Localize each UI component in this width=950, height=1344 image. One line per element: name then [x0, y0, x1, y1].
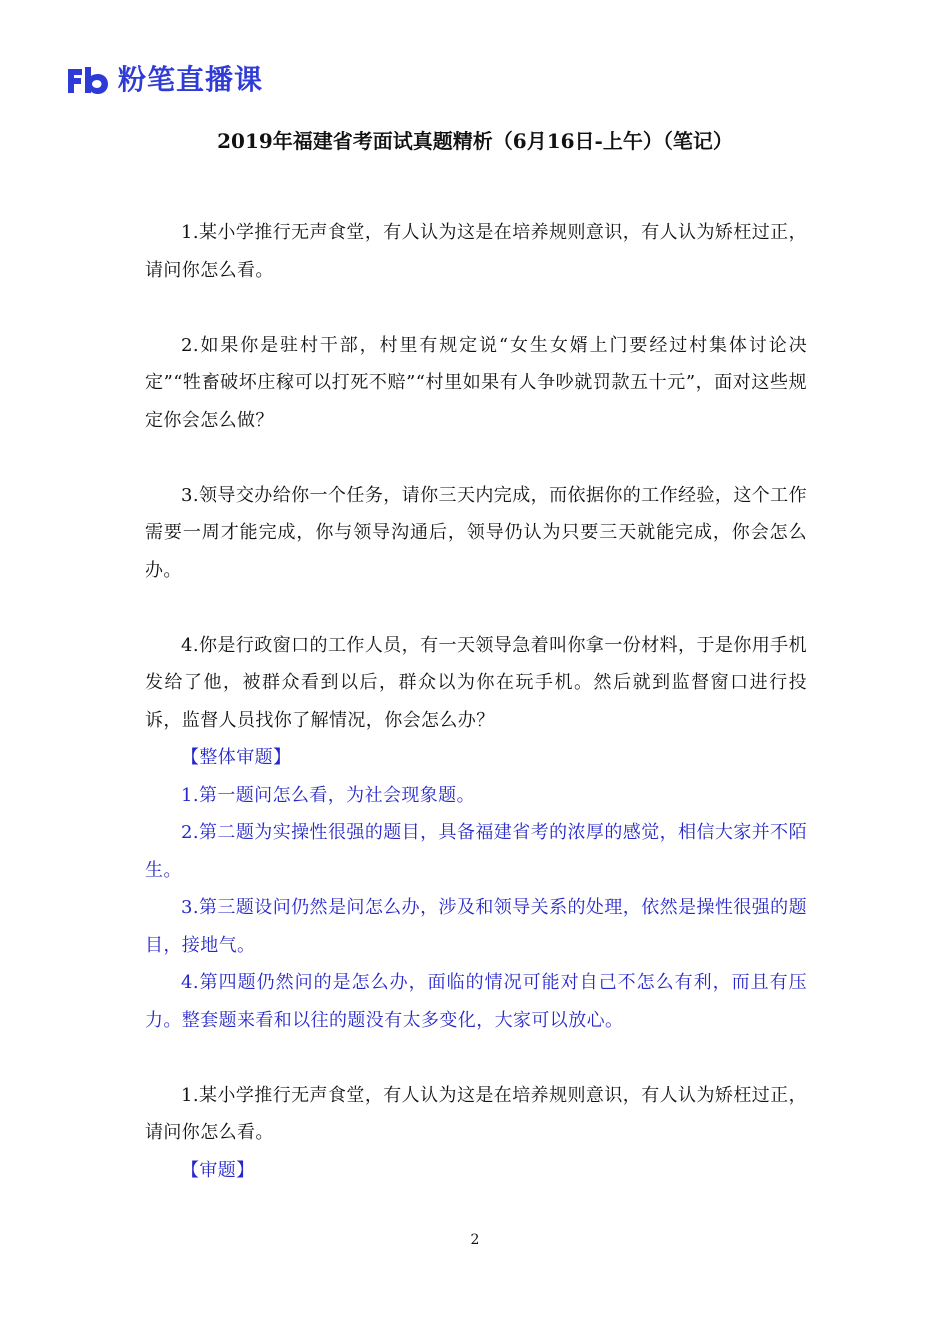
- question-4: 4.你是行政窗口的工作人员，有一天领导急着叫你拿一份材料，于是你用手机发给了他，被群众看到以后，群众以为你在玩手机。然后就到监督窗口进行投诉，监督人员找你了解情况，你会怎么办？: [145, 634, 807, 731]
- spacer: [145, 589, 807, 627]
- spacer: [145, 289, 807, 327]
- question-1-repeat: 1.某小学推行无声食堂，有人认为这是在培养规则意识，有人认为矫枉过正，请问你怎么看。: [145, 1084, 807, 1143]
- question-2: 2.如果你是驻村干部，村里有规定说“女生女婿上门要经过村集体讨论决定”“牲畜破坏庄稼可以打死不赔”“村里如果有人争吵就罚款五十元”，面对这些规定你会怎么做？: [145, 334, 807, 431]
- brand-logo: [66, 60, 263, 100]
- overall-review-heading: 【整体审题】: [181, 747, 292, 768]
- question-1: 1.某小学推行无声食堂，有人认为这是在培养规则意识，有人认为矫枉过正，请问你怎么看。: [145, 222, 807, 281]
- document-body: [145, 214, 807, 1189]
- spacer: [145, 439, 807, 477]
- question-3: 3.领导交办给你一个任务，请你三天内完成，而依据你的工作经验，这个工作需要一周才能完成，你与领导沟通后，领导仍认为只要三天就能完成，你会怎么办。: [145, 484, 807, 581]
- fenbi-logo-icon: [66, 65, 112, 95]
- overall-point-2: 2.第二题为实操性很强的题目，具备福建省考的浓厚的感觉，相信大家并不陌生。: [145, 822, 807, 881]
- spacer: [145, 1039, 807, 1077]
- document-title: 2019年福建省考面试真题精析（6月16日-上午）（笔记）: [217, 129, 733, 153]
- brand-name: 粉笔直播课: [118, 63, 264, 96]
- overall-point-3: 3.第三题设问仍然是问怎么办，涉及和领导关系的处理，依然是操性很强的题目，接地气。: [145, 897, 807, 956]
- page-number: 2: [470, 1232, 480, 1248]
- review-heading: 【审题】: [181, 1159, 255, 1181]
- overall-point-4: 4.第四题仍然问的是怎么办，面临的情况可能对自己不怎么有利，而且有压力。整套题来看和以往的题没有太多变化，大家可以放心。: [145, 972, 807, 1031]
- overall-point-1: 1.第一题问怎么看，为社会现象题。: [181, 784, 475, 806]
